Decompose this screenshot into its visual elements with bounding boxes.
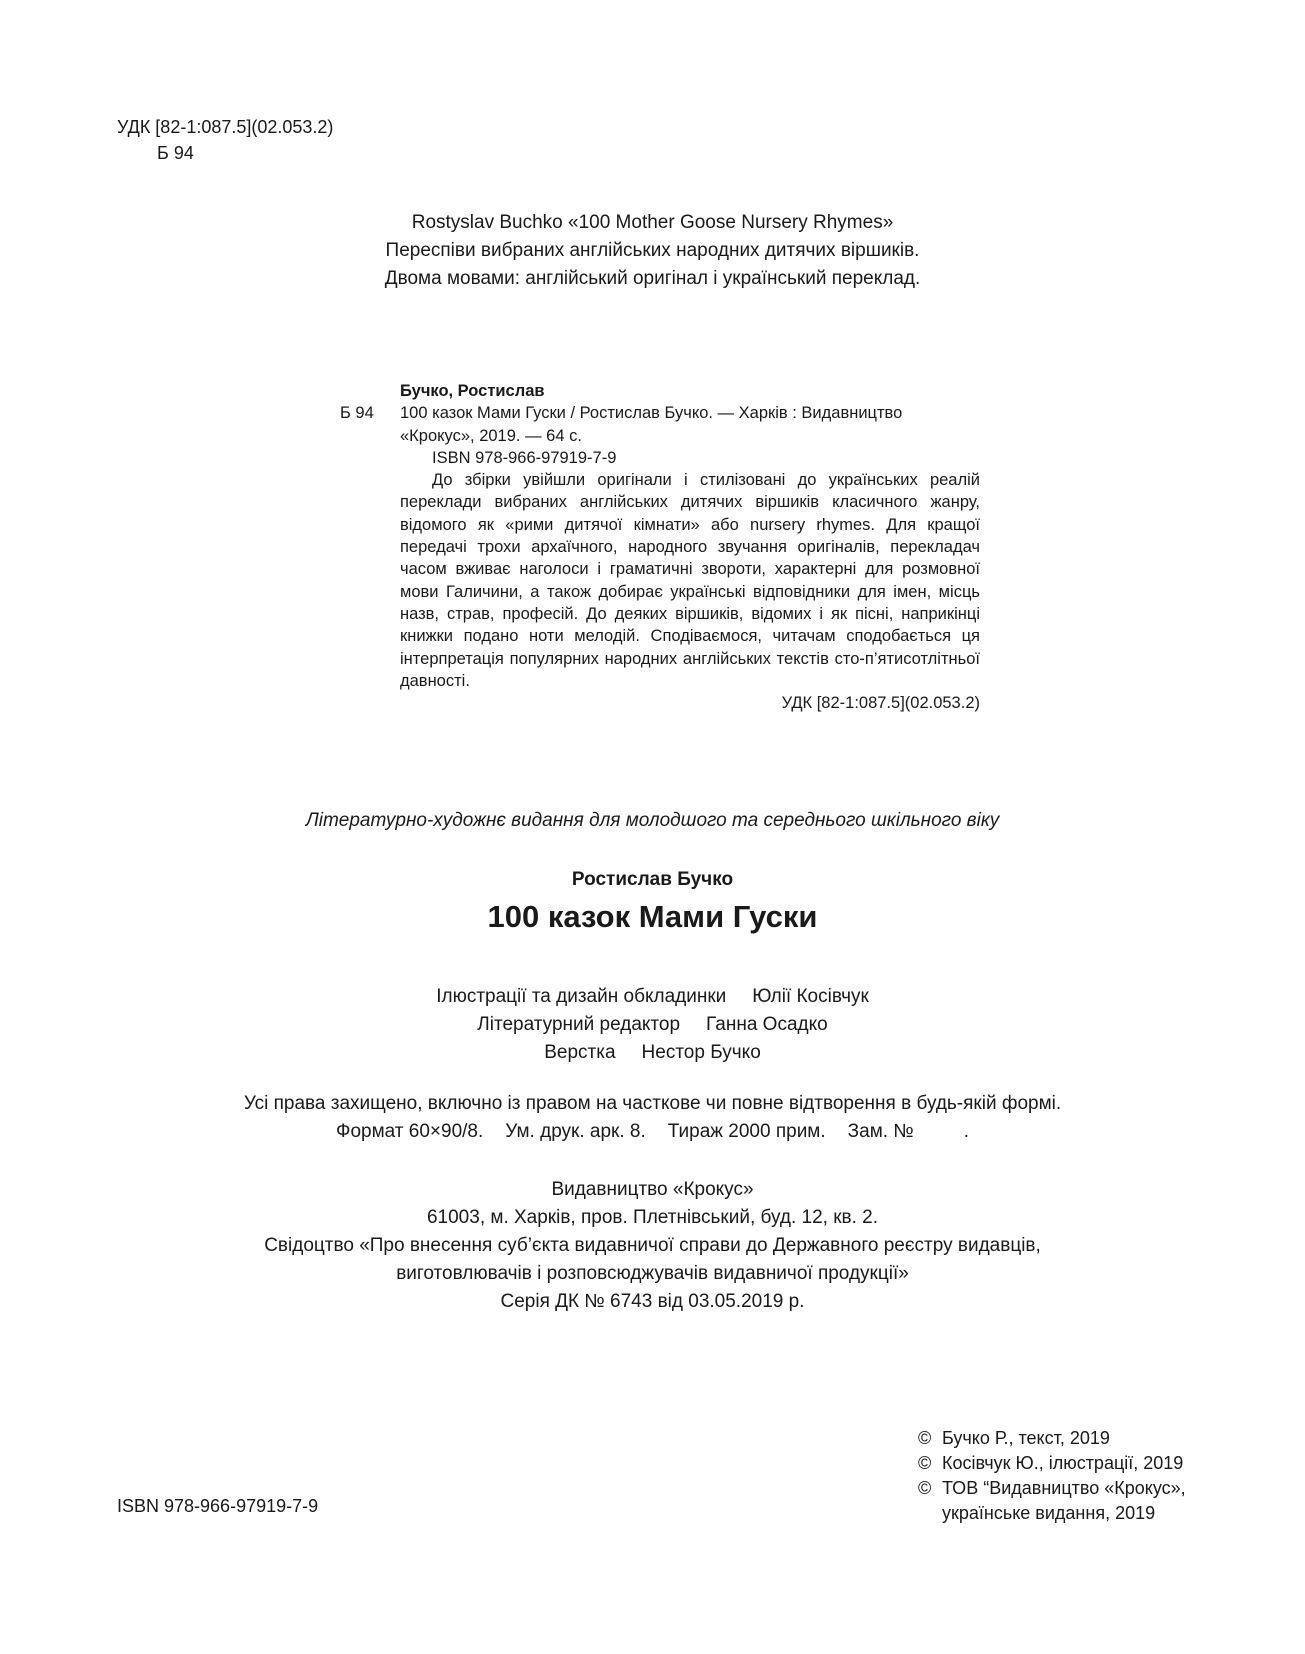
rights-notice: Усі права захищено, включно із правом на часткове чи повне відтворення в будь-якій формі. bbox=[243, 1093, 1062, 1114]
copyright-text: Косівчук Ю., ілюстрації, 2019 bbox=[942, 1453, 1184, 1473]
catalog-entry-line: «Крокус», 2019. — 64 с. bbox=[400, 426, 582, 445]
catalog-entry-line: 100 казок Мами Гуски / Ростислав Бучко. — Харків : Видавництво bbox=[400, 404, 903, 423]
genre-line: Літературно-художнє видання для молодшого та середнього шкільного віку bbox=[305, 810, 1000, 831]
book-title: 100 казок Мами Гуски bbox=[487, 899, 818, 934]
credit-line bbox=[0, 983, 1305, 1011]
copyright-line bbox=[918, 1451, 1186, 1476]
catalog-isbn: ISBN 978-966-97919-7-9 bbox=[432, 448, 617, 467]
credit-line bbox=[0, 1011, 1305, 1039]
library-cipher: Б 94 bbox=[157, 143, 194, 163]
credit-role: Верстка bbox=[544, 1042, 616, 1063]
credit-name: Нестор Бучко bbox=[641, 1042, 761, 1063]
copyright-text: українське видання, 2019 bbox=[942, 1503, 1156, 1523]
order-end: . bbox=[963, 1121, 969, 1142]
order-number: Зам. № bbox=[847, 1121, 914, 1142]
credit-line bbox=[0, 1039, 1305, 1067]
copyright-text: ТОВ “Видавництво «Крокус», bbox=[942, 1478, 1186, 1498]
publisher-name: Видавництво «Крокус» bbox=[551, 1179, 754, 1200]
print-specs bbox=[0, 1118, 1305, 1146]
copyright-line bbox=[918, 1426, 1186, 1451]
credit-role: Літературний редактор bbox=[477, 1014, 681, 1035]
catalog-author: Бучко, Ростислав bbox=[400, 382, 545, 400]
catalog-abstract: До збірки увійшли оригінали і стилізовані до українських реалій переклади вибраних англійських дитячих віршиків класичного жанру, відомого як «рими дитячої кімнати» або nursery rhymes. Для кращої передачі трохи архаїчного, народного звучання оригіналів, перекладач часом вживає наголоси і граматичні звороти, характерні для розмовної мови Галичини, а також добирає українські відповідники для імен, місць назв, страв, професій. До деяких віршиків, відомих і як пісні, наприкінці книжки подано ноти мелодій. Сподіваємося, читачам сподобається ця інтерпретація популярних народних англійських текстів сто-п’ятисотлітньої давності. bbox=[400, 471, 980, 690]
publisher-series: Серія ДК № 6743 від 03.05.2019 р. bbox=[500, 1291, 805, 1312]
catalog-cipher: Б 94 bbox=[340, 404, 374, 423]
book-author: Ростислав Бучко bbox=[571, 869, 734, 890]
sheets-spec: Ум. друк. арк. 8. bbox=[505, 1121, 646, 1142]
copyright-icon: © bbox=[918, 1478, 932, 1498]
copyright-block bbox=[918, 1426, 1186, 1526]
credit-role: Ілюстрації та дизайн обкладинки bbox=[436, 986, 727, 1007]
intro-block bbox=[0, 209, 1305, 293]
catalog-entry-row bbox=[340, 402, 980, 424]
catalog-udk: УДК [82-1:087.5](02.053.2) bbox=[781, 694, 980, 713]
copyright-text: Бучко Р., текст, 2019 bbox=[942, 1428, 1110, 1448]
catalog-card bbox=[340, 380, 980, 714]
intro-line: Двома мовами: англійський оригінал і український переклад. bbox=[384, 268, 921, 289]
copyright-icon: © bbox=[918, 1453, 932, 1473]
rights-block bbox=[0, 1090, 1305, 1146]
copyright-line bbox=[918, 1476, 1186, 1501]
isbn-bottom: ISBN 978-966-97919-7-9 bbox=[117, 1496, 319, 1516]
print-run: Тираж 2000 прим. bbox=[667, 1121, 826, 1142]
credit-name: Юлії Косівчук bbox=[752, 986, 869, 1007]
format-spec: Формат 60×90/8. bbox=[336, 1121, 484, 1142]
credits-block bbox=[0, 983, 1305, 1067]
intro-line: Rostyslav Buchko «100 Mother Goose Nursery Rhymes» bbox=[411, 212, 894, 233]
publisher-block bbox=[0, 1176, 1305, 1316]
publisher-certificate: Свідоцтво «Про внесення суб’єкта видавничої справи до Державного реєстру видавців, bbox=[264, 1235, 1041, 1256]
credit-name: Ганна Осадко bbox=[706, 1014, 828, 1035]
udk-header bbox=[117, 114, 333, 166]
publisher-address: 61003, м. Харків, пров. Плетнівський, буд. 12, кв. 2. bbox=[426, 1207, 879, 1228]
copyright-icon: © bbox=[918, 1428, 932, 1448]
udk-code: УДК [82-1:087.5](02.053.2) bbox=[117, 117, 334, 137]
publisher-certificate: виготовлювачів і розповсюджувачів видавничої продукції» bbox=[396, 1263, 909, 1284]
intro-line: Переспіви вибраних англійських народних дитячих віршиків. bbox=[385, 240, 920, 261]
